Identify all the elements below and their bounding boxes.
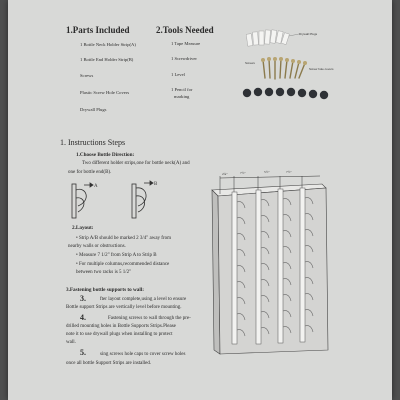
step1-line1: Two different holder strips,one for bottle neck(A) and [82, 161, 190, 166]
step4-line: note it to use drywall plugs when installing to protect [66, 332, 173, 337]
tool-item: marking [174, 94, 190, 99]
instructions-heading: 1. Instructions Steps [60, 138, 126, 147]
part-item: Plastic Screw Hole Covers [80, 90, 130, 95]
part-item: 1 Bottle Neck Holder Strip(A) [80, 42, 136, 47]
hardware-parts-image [233, 24, 343, 106]
tool-item: 1 Pencil for [171, 87, 193, 92]
tools-heading: 2.Tools Needed [156, 25, 214, 35]
part-item: Drywall Plugs [80, 107, 107, 112]
step2-title: 2.Layout: [72, 225, 94, 231]
bottle-direction-diagram [66, 176, 166, 222]
step2-line: • For multiple columns,recommended distance [76, 262, 170, 267]
dimension-label: 2¾" [222, 172, 228, 176]
step1-title: 1.Choose Bottle Direction: [76, 152, 135, 158]
label-b: B [154, 182, 158, 187]
step3-number: 3. [80, 294, 86, 303]
step5-line: sing screws hole caps to cover screw holes [100, 352, 186, 357]
dimension-label: 5½" [264, 170, 270, 174]
strip-a-diagram [72, 183, 93, 218]
tool-item: 1 Level [171, 72, 185, 77]
dimension-label: 7½" [240, 171, 246, 175]
drywall-plugs-illustration [246, 30, 289, 46]
drywall-plugs-label: Drywall Plugs [299, 32, 318, 36]
part-item: Screws [80, 73, 94, 78]
screw-hole-covers-illustration [243, 88, 328, 99]
step4-line: wall. [66, 340, 76, 345]
strip-b-diagram [132, 181, 153, 218]
screw-hole-covers-label: Screw hole covers [309, 67, 334, 71]
step4-line: Fastening screws to wall through the pre- [108, 316, 191, 321]
step5-number: 5. [80, 348, 86, 357]
dimension-label: 7½" [286, 170, 292, 174]
wall-rack-diagram [198, 168, 346, 360]
step3-title: 3.Fastening bottle supports to wall: [66, 287, 144, 293]
step5-line: once all bottle Support Strips are installed. [66, 361, 152, 366]
step3-line: Bottle support Strips are vertically level before mounting. [66, 305, 182, 310]
parts-heading: 1.Parts Included [66, 25, 130, 35]
step4-number: 4. [80, 313, 86, 322]
step4-line: drilled mounting holes in Bottle Supports Strips.Please [66, 324, 176, 329]
step2-line: nearby walls or obstructions. [68, 244, 126, 249]
step2-line: between two racks is 5 1/2" [76, 270, 132, 275]
step1-line2: one for bottle end(B). [68, 170, 112, 175]
screws-label: Screws [245, 61, 255, 65]
part-item: 1 Bottle End Holder Strip(B) [80, 57, 134, 62]
tool-item: 1 Tape Measure [171, 41, 201, 46]
instruction-sheet [8, 0, 392, 400]
step2-line: • Strip A/B should be marked 2 3/4" away from [76, 236, 172, 241]
step3-line: fter layout complete,using a level to ensure [100, 297, 187, 302]
label-a: A [94, 184, 98, 189]
step2-line: • Measure 7 1/2" from Strip A to Strip B [76, 253, 157, 258]
tool-item: 1 Screwdriver [171, 56, 197, 61]
